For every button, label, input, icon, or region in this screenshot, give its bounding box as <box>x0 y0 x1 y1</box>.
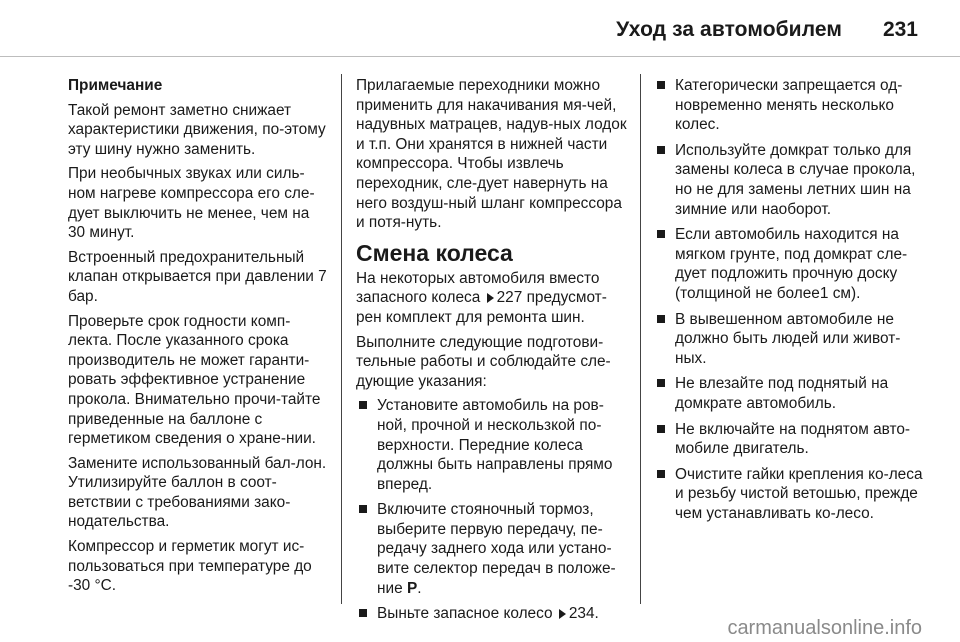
list-item <box>654 374 929 413</box>
header-divider <box>0 56 960 57</box>
list-item <box>654 420 929 459</box>
column-1 <box>68 76 330 601</box>
list-item <box>654 465 929 524</box>
page-reference-link[interactable]: 227 <box>496 289 523 307</box>
note-title: Примечание <box>68 77 163 94</box>
list-item <box>356 604 628 624</box>
column-2 <box>356 76 628 630</box>
list-item-text: Очистите гайки крепления ко-леса и резьбу чистой ветошью, прежде чем устанавливать ко-лесо. <box>675 465 923 522</box>
list-item <box>654 141 929 219</box>
square-bullet-icon <box>359 505 367 513</box>
page-header <box>0 0 960 58</box>
list-item-text: В вывешенном автомобиле не должно быть людей или живот-ных. <box>675 310 901 367</box>
watermark: carmanualsonline.info <box>727 617 922 639</box>
list-item-text: Категорически запрещается од-новременно менять несколько колес. <box>675 77 903 134</box>
paragraph: Проверьте срок годности комп-лекта. После указанного срока производитель не может гаранти-ровать эффективное устранение прокола. Внимательно прочи-тайте приведенные на баллоне с герметиком сведения о хране-нии. <box>68 312 321 448</box>
page-reference-arrow-icon <box>487 293 494 303</box>
page-title: Уход за автомобилем <box>616 18 842 41</box>
page-number: 231 <box>882 18 918 41</box>
list-item-text: Не влезайте под поднятый на домкрате автомобиль. <box>675 375 889 412</box>
paragraph <box>356 269 628 328</box>
square-bullet-icon <box>359 609 367 617</box>
list-item-text: Используйте домкрат только для замены колеса в случае прокола, но не для замены летних шин на зимние или наоборот. <box>675 141 916 218</box>
paragraph: Встроенный предохранительный клапан открывается при давлении 7 бар. <box>68 248 327 305</box>
square-bullet-icon <box>657 81 665 89</box>
section-title: Смена колеса <box>356 239 513 266</box>
square-bullet-icon <box>657 470 665 478</box>
page-reference-arrow-icon <box>559 609 566 619</box>
column-divider-1 <box>341 74 342 604</box>
paragraph: Замените использованный бал-лон. Утилизируйте баллон в соот-ветствии с требованиями зако-нодательства. <box>68 454 327 531</box>
column-divider-2 <box>640 74 641 604</box>
list-item <box>654 225 929 303</box>
list-item-text: Если автомобиль находится на мягком грунте, под домкрат сле-дует подложить прочную доску (толщиной не более1 см). <box>675 226 908 302</box>
text: предусмот-рен комплект для ремонта шин. <box>356 289 607 326</box>
square-bullet-icon <box>657 425 665 433</box>
list-item <box>654 76 929 135</box>
paragraph: Прилагаемые переходники можно применить для накачивания мя-чей, надувных матрацев, надув-ных лодок и т.п. Они хранятся в нижней части компрессора. Чтобы извлечь переходник, сле-дует навернуть на него воздуш-ный шланг компрессора и потя-нуть. <box>356 77 627 232</box>
list-item-text: Не включайте на поднятом авто-мобиле двигатель. <box>675 420 911 458</box>
list-item <box>654 310 929 369</box>
gear-position: P <box>406 579 418 597</box>
square-bullet-icon <box>359 401 367 409</box>
paragraph: Такой ремонт заметно снижает характеристики движения, по-этому эту шину нужно заменить. <box>68 101 326 158</box>
square-bullet-icon <box>657 146 665 154</box>
square-bullet-icon <box>657 230 665 238</box>
square-bullet-icon <box>657 315 665 323</box>
page-reference-link[interactable]: 234. <box>568 605 599 623</box>
bullet-list <box>356 396 628 624</box>
list-item-text: Выньте запасное колесо <box>377 605 553 623</box>
paragraph: Выполните следующие подготови-тельные работы и соблюдайте сле-дующие указания: <box>356 333 611 390</box>
list-item <box>356 396 628 494</box>
list-item-text: Установите автомобиль на ров-ной, прочной и нескользкой по-верхности. Передние колеса должны быть направлены прямо вперед. <box>377 397 613 493</box>
text: На некоторых автомобиля вместо запасного колеса <box>356 269 600 307</box>
text: . <box>417 579 422 597</box>
column-3 <box>654 76 929 529</box>
bullet-list <box>654 76 929 523</box>
paragraph: При необычных звуках или силь-ном нагреве компрессора его сле-дует выключить не менее, чем на 30 минут. <box>68 165 315 242</box>
paragraph: Компрессор и герметик могут ис-пользоваться при температуре до -30 °C. <box>68 538 312 595</box>
list-item <box>356 500 628 598</box>
square-bullet-icon <box>657 379 665 387</box>
list-item-text: Включите стояночный тормоз, выберите первую передачу, пе-редачу заднего хода или устано-вите селектор передач в положе-ние <box>377 501 616 597</box>
